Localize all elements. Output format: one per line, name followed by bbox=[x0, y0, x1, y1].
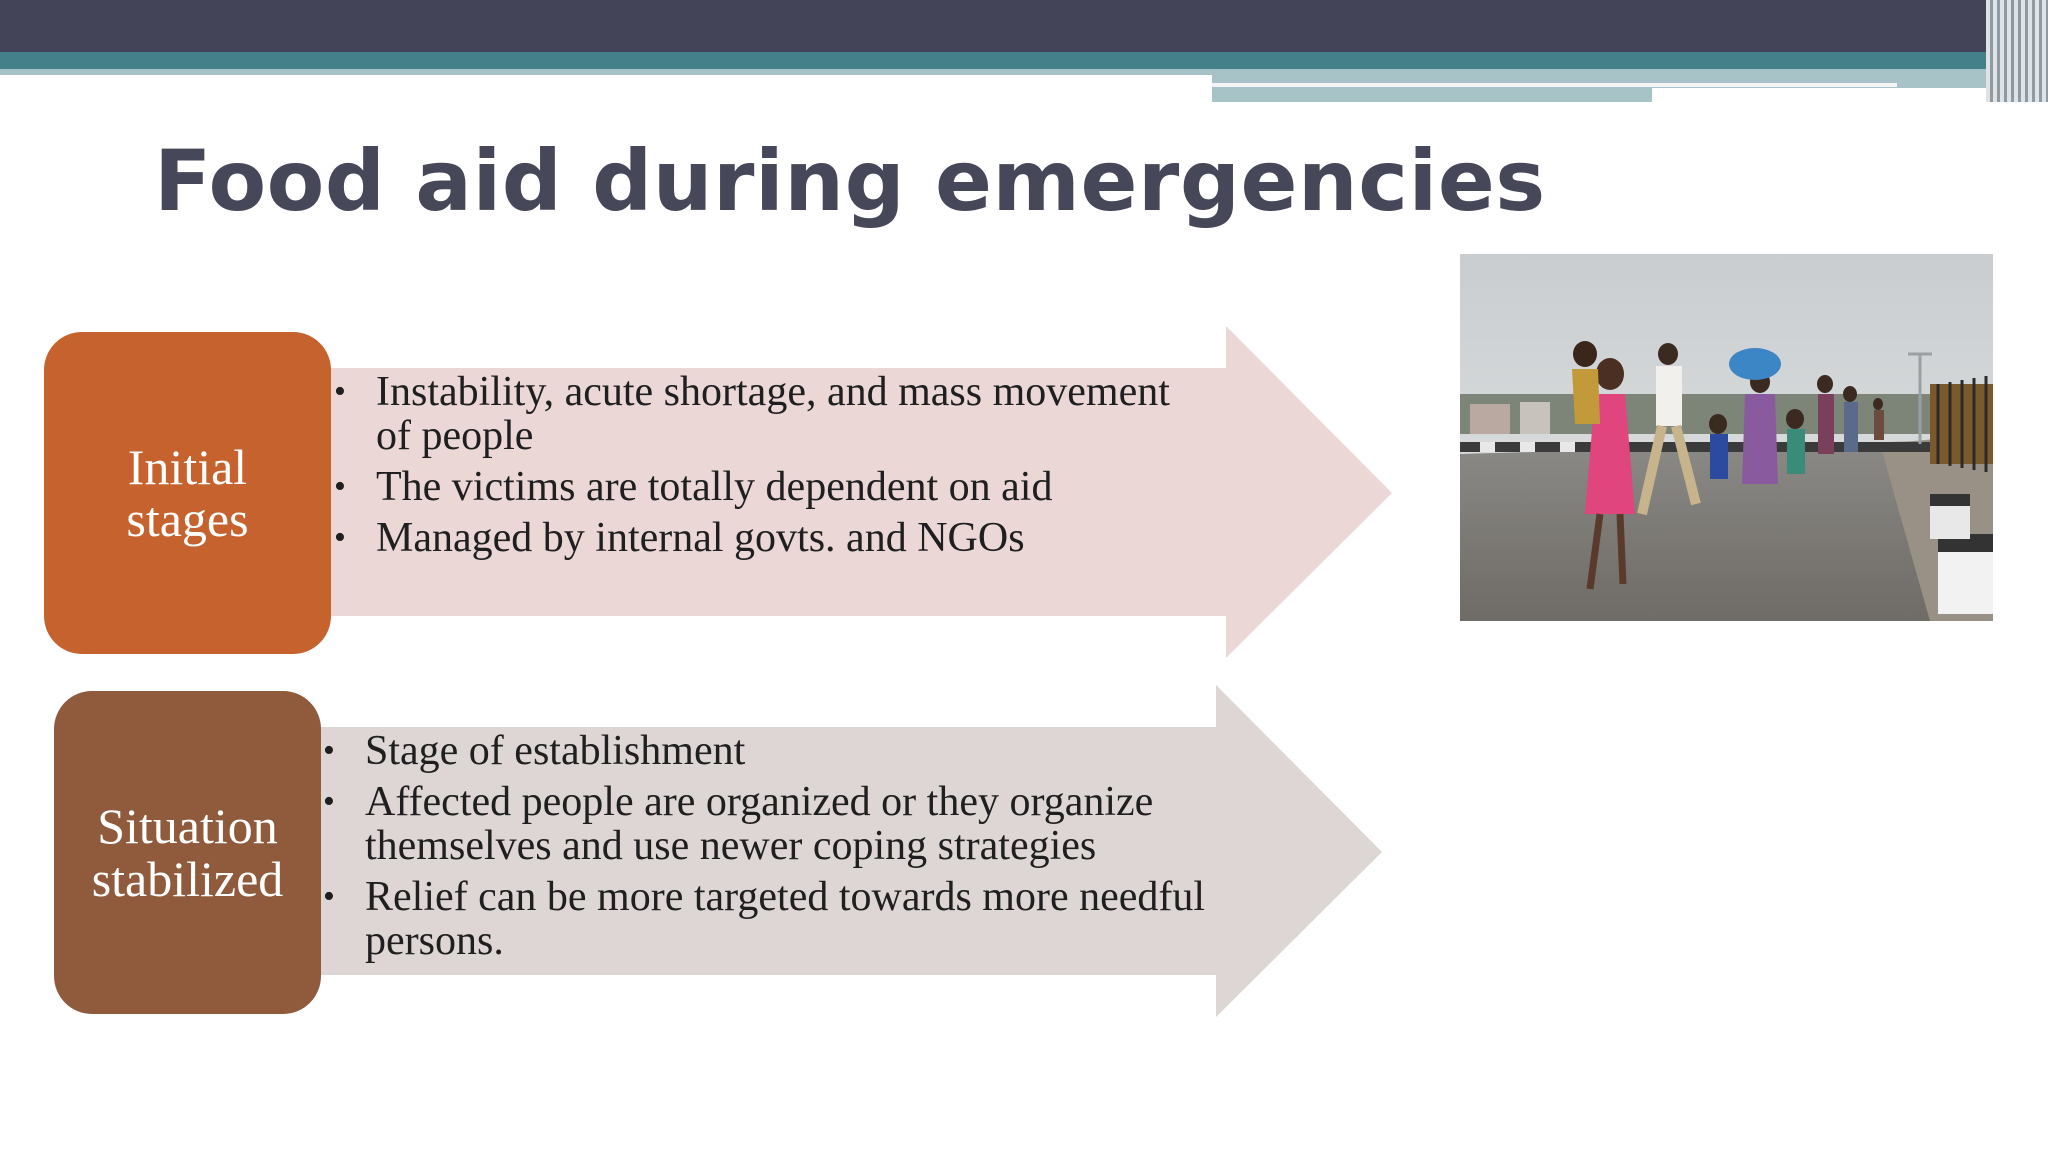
bullet-item: • Managed by internal govts. and NGOs bbox=[334, 516, 1194, 560]
header-band-line bbox=[0, 69, 1212, 75]
bullet-item: • Relief can be more targeted towards more needful persons. bbox=[323, 875, 1283, 963]
refugees-photo bbox=[1460, 254, 1993, 621]
header-band-white-line bbox=[1212, 83, 1897, 87]
header-band-light-lower bbox=[1212, 88, 1652, 102]
header-band-teal bbox=[0, 52, 2048, 69]
bullet-item: • The victims are totally dependent on aid bbox=[334, 465, 1194, 509]
header-stripes-decoration bbox=[1986, 0, 2048, 102]
stage-box-stabilized bbox=[54, 691, 321, 1014]
stage-label-initial: Initial stages bbox=[126, 438, 249, 547]
slide-title: Food aid during emergencies bbox=[154, 132, 1546, 230]
stage-label-stabilized: Situation stabilized bbox=[91, 798, 284, 907]
stage-box-initial bbox=[44, 332, 331, 654]
bullet-list-initial bbox=[334, 370, 1194, 567]
header-band-dark bbox=[0, 0, 2048, 52]
bullet-list-stabilized bbox=[323, 729, 1283, 970]
bullet-item: • Instability, acute shortage, and mass movement of people bbox=[334, 370, 1194, 458]
bullet-item: • Stage of establishment bbox=[323, 729, 1283, 773]
bullet-item: • Affected people are organized or they organize themselves and use newer coping strategies bbox=[323, 780, 1283, 868]
